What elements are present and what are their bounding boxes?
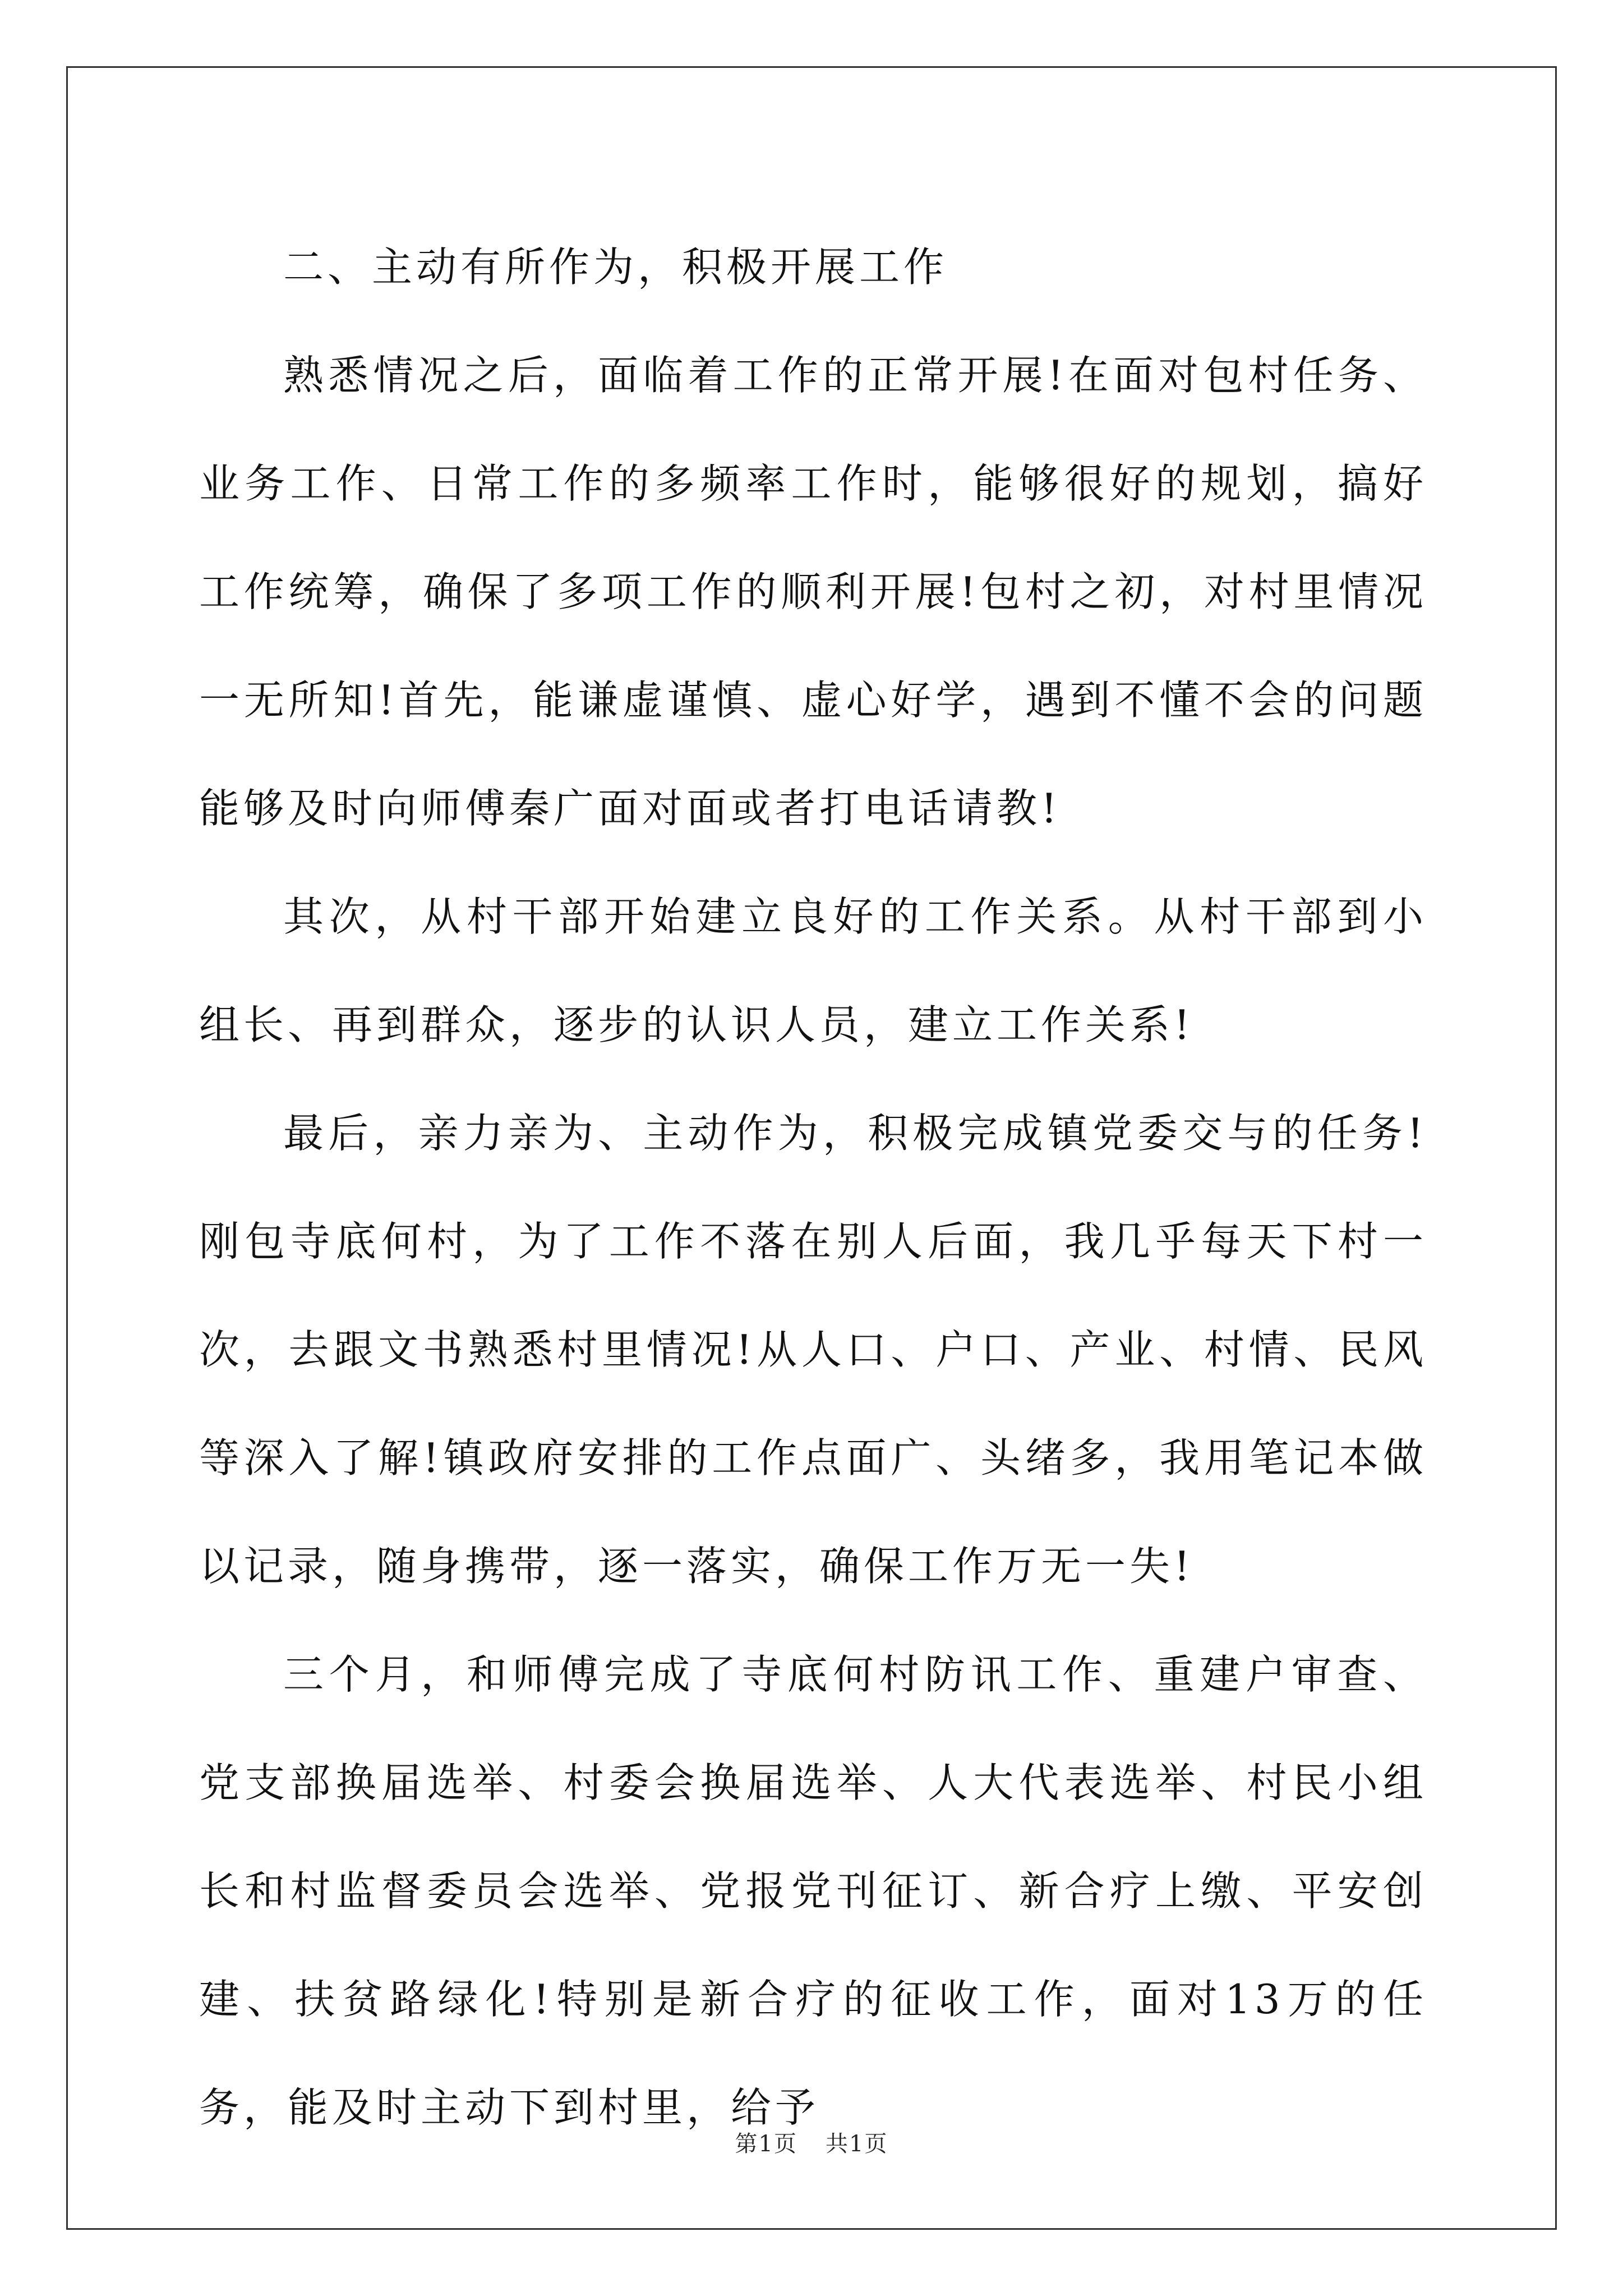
page-number: 第1页 [735,2131,797,2157]
paragraph: 最后，亲力亲为、主动作为，积极完成镇党委交与的任务!刚包寺底何村，为了工作不落在别人后面，我几乎每天下村一次，去跟文书熟悉村里情况!从人口、户口、产业、村情、民风等深入了解!镇政府安排的工作点面广、头绪多，我用笔记本做以记录，随身携带，逐一落实，确保工作万无一失! [199,1110,1427,1590]
section-heading: 二、主动有所作为，积极开展工作 [283,243,948,291]
document-body [199,213,1427,2162]
paragraph: 熟悉情况之后，面临着工作的正常开展!在面对包村任务、业务工作、日常工作的多频率工作时，能够很好的规划，搞好工作统筹，确保了多项工作的顺利开展!包村之初，对村里情况一无所知!首先，能谦虚谨慎、虚心好学，遇到不懂不会的问题能够及时向师傅秦广面对面或者打电话请教! [199,352,1427,832]
paragraph: 三个月，和师傅完成了寺底何村防讯工作、重建户审查、党支部换届选举、村委会换届选举、人大代表选举、村民小组长和村监督委员会选举、党报党刊征订、新合疗上缴、平安创建、扶贫路绿化!特别是新合疗的征收工作，面对13万的任务，能及时主动下到村里，给予 [199,1651,1427,2131]
paragraph: 其次，从村干部开始建立良好的工作关系。从村干部到小组长、再到群众，逐步的认识人员，建立工作关系! [199,893,1427,1048]
page-footer [0,2126,1623,2158]
page-total: 共1页 [826,2131,888,2157]
